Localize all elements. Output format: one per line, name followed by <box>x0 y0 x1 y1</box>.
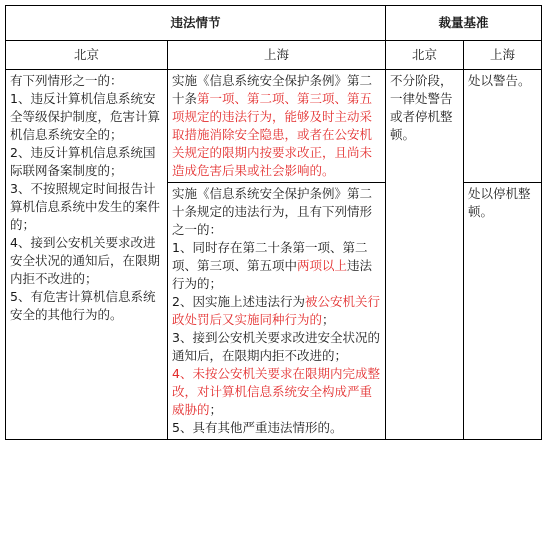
penalty-header: 裁量基准 <box>386 6 542 41</box>
regulation-comparison-table <box>5 5 542 440</box>
item-text: ； <box>209 402 223 417</box>
item-text: 1、同时存在第二十条第一项、第二项、第三项、第五项中 <box>172 240 368 273</box>
beijing-penalty-cell: 不分阶段，一律处警告或者停机整顿。 <box>386 70 464 440</box>
shanghai-case2-intro: 实施《信息系统安全保护条例》第二十条规定的违法行为，且有下列情形之一的： <box>172 186 373 237</box>
shanghai-penalty1-cell: 处以警告。 <box>464 70 542 183</box>
subheader-row <box>6 41 542 70</box>
beijing-violation-cell <box>6 70 168 440</box>
header-row <box>6 6 542 41</box>
shanghai-case2-item3: 3、接到公安机关要求改进安全状况的通知后，在限期内拒不改进的； <box>172 330 380 363</box>
item-text: ； <box>322 312 335 327</box>
case1-row <box>6 70 542 183</box>
item-text: 违法行为的； <box>172 258 373 291</box>
shanghai-penalty-subheader: 上海 <box>464 41 542 70</box>
beijing-violation-intro: 有下列情形之一的： <box>10 73 123 88</box>
shanghai-case2-item1 <box>172 239 381 293</box>
shanghai-case1-text: 实施《信息系统安全保护条例》第二十条 <box>172 73 373 106</box>
shanghai-case2-item5: 5、具有其他严重违法情形的。 <box>172 420 343 435</box>
beijing-violation-item: 3、不按照规定时间报告计算机信息系统中发生的案件的； <box>10 181 161 232</box>
item-highlight: 被公安机关行政处罚后又实施同种行为的 <box>172 294 380 327</box>
beijing-violation-subheader: 北京 <box>6 41 168 70</box>
beijing-violation-item: 1、违反计算机信息系统安全等级保护制度，危害计算机信息系统安全的； <box>10 91 161 142</box>
shanghai-penalty2-cell: 处以停机整顿。 <box>464 183 542 440</box>
item-highlight: 4、未按公安机关要求在限期内完成整改，对计算机信息系统安全构成严重威胁的 <box>172 366 380 417</box>
beijing-violation-item: 4、接到公安机关要求改进安全状况的通知后，在限期内拒不改进的； <box>10 235 161 286</box>
shanghai-case2-item4 <box>172 365 381 419</box>
shanghai-case2-item2 <box>172 293 381 329</box>
beijing-violation-item: 5、有危害计算机信息系统安全的其他行为的。 <box>10 289 156 322</box>
shanghai-violation-subheader: 上海 <box>168 41 386 70</box>
item-highlight: 两项以上 <box>297 258 348 273</box>
shanghai-case1-cell <box>168 70 386 183</box>
shanghai-case1-highlight: 第一项、第二项、第三项、第五项规定的违法行为，能够及时主动采取措施消除安全隐患，或者在公安机关规定的限期内按要求改正，且尚未造成危害后果或社会影响的。 <box>172 91 373 178</box>
violation-header: 违法情节 <box>6 6 386 41</box>
shanghai-case2-cell <box>168 183 386 440</box>
item-text: 2、因实施上述违法行为 <box>172 294 305 309</box>
beijing-penalty-subheader: 北京 <box>386 41 464 70</box>
beijing-violation-item: 2、违反计算机信息系统国际联网备案制度的； <box>10 145 156 178</box>
